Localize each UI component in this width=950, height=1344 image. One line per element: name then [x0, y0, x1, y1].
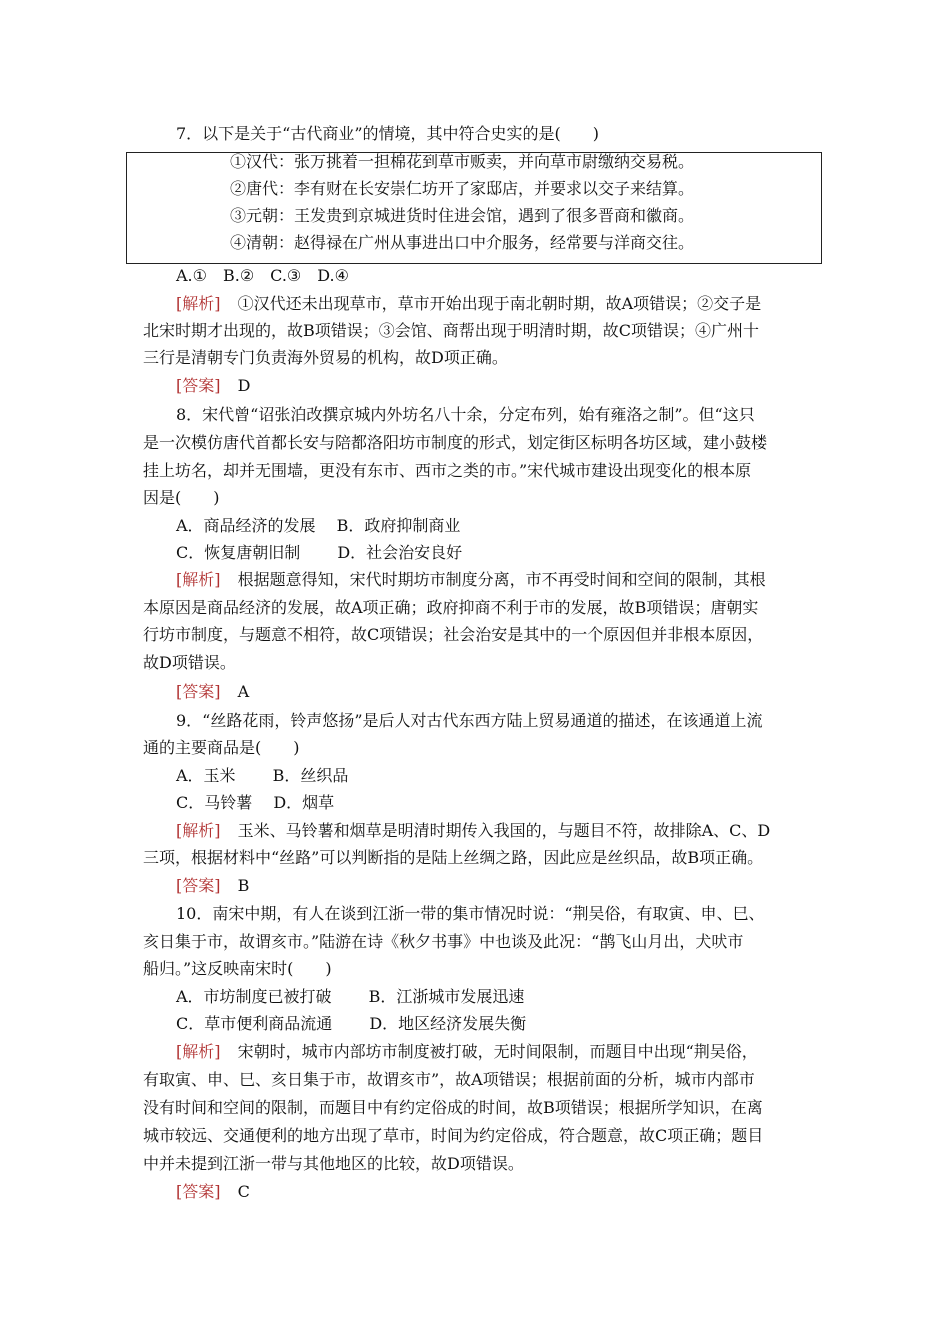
q8-analysis-line-3: 行坊市制度，与题意不相符，故C项错误；社会治安是其中的一个原因但并非根本原因， [143, 625, 764, 644]
q7-box-item-4: ④清朝：赵得禄在广州从事进出口中介服务，经常要与洋商交往。 [230, 233, 695, 252]
q9-answer [176, 874, 249, 898]
q7-analysis-line-2: 北宋时期才出现的，故B项错误；③会馆、商帮出现于明清时期，故C项错误；④广州十 [143, 321, 760, 340]
analysis-text: 宋朝时，城市内部坊市制度被打破，无时间限制，而题目中出现“荆吴俗， [237, 1042, 758, 1061]
q10-analysis-line-3: 没有时间和空间的限制，而题目中有约定俗成的时间，故B项错误；根据所学知识，在离 [143, 1098, 763, 1117]
q8-stem-line-2: 是一次模仿唐代首都长安与陪都洛阳坊市制度的形式，划定街区标明各坊区域，建小鼓楼 [143, 433, 768, 452]
answer-tag: [答案] [176, 876, 221, 895]
q9-stem-line-1: 9．“丝路花雨，铃声悠扬”是后人对古代东西方陆上贸易通道的描述，在该通道上流 [176, 711, 763, 730]
answer-value: D [237, 376, 251, 395]
q9-options-line-2: C．马铃薯 D．烟草 [176, 793, 335, 812]
q8-options-line-2: C．恢复唐朝旧制 D．社会治安良好 [176, 543, 463, 562]
q10-analysis-line-4: 城市较远、交通便利的地方出现了草市，时间为约定俗成，符合题意，故C项正确；题目 [143, 1126, 764, 1145]
q10-analysis-line-1 [176, 1040, 758, 1064]
q8-analysis-line-1 [176, 568, 766, 592]
q8-analysis-line-2: 本原因是商品经济的发展，故A项正确；政府抑商不利于市的发展，故B项错误；唐朝实 [143, 598, 759, 617]
q10-options-line-2: C．草市便利商品流通 D．地区经济发展失衡 [176, 1014, 527, 1033]
q10-analysis-line-2: 有取寅、申、巳、亥日集于市，故谓亥市”，故A项错误；根据前面的分析，城市内部市 [143, 1070, 755, 1089]
q10-options-line-1: A．市坊制度已被打破 B．江浙城市发展迅速 [176, 987, 525, 1006]
q9-stem-line-2: 通的主要商品是( ) [143, 738, 300, 757]
q9-options-line-1: A．玉米 B．丝织品 [176, 766, 349, 785]
q8-answer [176, 680, 249, 704]
q8-stem-line-4: 因是( ) [143, 488, 220, 507]
q9-analysis-line-1 [176, 819, 770, 843]
q10-stem-line-1: 10．南宋中期，有人在谈到江浙一带的集市情况时说：“荆吴俗，有取寅、申、巳、 [176, 904, 765, 923]
q7-analysis-line-1 [176, 292, 761, 316]
analysis-tag: [解析] [176, 821, 221, 840]
q7-box-item-3: ③元朝：王发贵到京城进货时住进会馆，遇到了很多晋商和徽商。 [230, 206, 695, 225]
q7-options: A.① B.② C.③ D.④ [176, 266, 349, 285]
analysis-text: ①汉代还未出现草市，草市开始出现于南北朝时期，故A项错误；②交子是 [237, 294, 762, 313]
q9-analysis-line-2: 三项，根据材料中“丝路”可以判断指的是陆上丝绸之路，因此应是丝织品，故B项正确。 [143, 848, 764, 867]
q8-stem-line-3: 挂上坊名，却并无围墙，更没有东市、西市之类的市。”宋代城市建设出现变化的根本原 [143, 461, 752, 480]
answer-value: B [237, 876, 250, 895]
answer-tag: [答案] [176, 376, 221, 395]
q8-stem-line-1: 8．宋代曾“诏张泊改撰京城内外坊名八十余，分定布列，始有雍洛之制”。但“这只 [176, 405, 755, 424]
analysis-tag: [解析] [176, 1042, 221, 1061]
analysis-text: 根据题意得知，宋代时期坊市制度分离，市不再受时间和空间的限制，其根 [237, 570, 766, 589]
q8-analysis-line-4: 故D项错误。 [143, 653, 236, 672]
q7-stem: 7．以下是关于“古代商业”的情境，其中符合史实的是( ) [176, 124, 600, 143]
q10-answer [176, 1180, 250, 1204]
analysis-text: 玉米、马铃薯和烟草是明清时期传入我国的，与题目不符，故排除A、C、D [237, 821, 771, 840]
q10-stem-line-3: 船归。”这反映南宋时( ) [143, 959, 332, 978]
answer-value: A [237, 682, 250, 701]
analysis-tag: [解析] [176, 570, 221, 589]
q10-analysis-line-5: 中并未提到江浙一带与其他地区的比较，故D项错误。 [143, 1154, 524, 1173]
q7-box-item-1: ①汉代：张万挑着一担棉花到草市贩卖，并向草市尉缴纳交易税。 [230, 152, 695, 171]
answer-tag: [答案] [176, 682, 221, 701]
q7-analysis-line-3: 三行是清朝专门负责海外贸易的机构，故D项正确。 [143, 348, 508, 367]
q10-stem-line-2: 亥日集于市，故谓亥市。”陆游在诗《秋夕书事》中也谈及此况：“鹊飞山月出，犬吠市 [143, 932, 744, 951]
q8-options-line-1: A．商品经济的发展 B．政府抑制商业 [176, 516, 461, 535]
q7-answer [176, 374, 250, 398]
answer-value: C [237, 1182, 250, 1201]
answer-tag: [答案] [176, 1182, 221, 1201]
q7-box-item-2: ②唐代：李有财在长安崇仁坊开了家邸店，并要求以交子来结算。 [230, 179, 695, 198]
analysis-tag: [解析] [176, 294, 221, 313]
